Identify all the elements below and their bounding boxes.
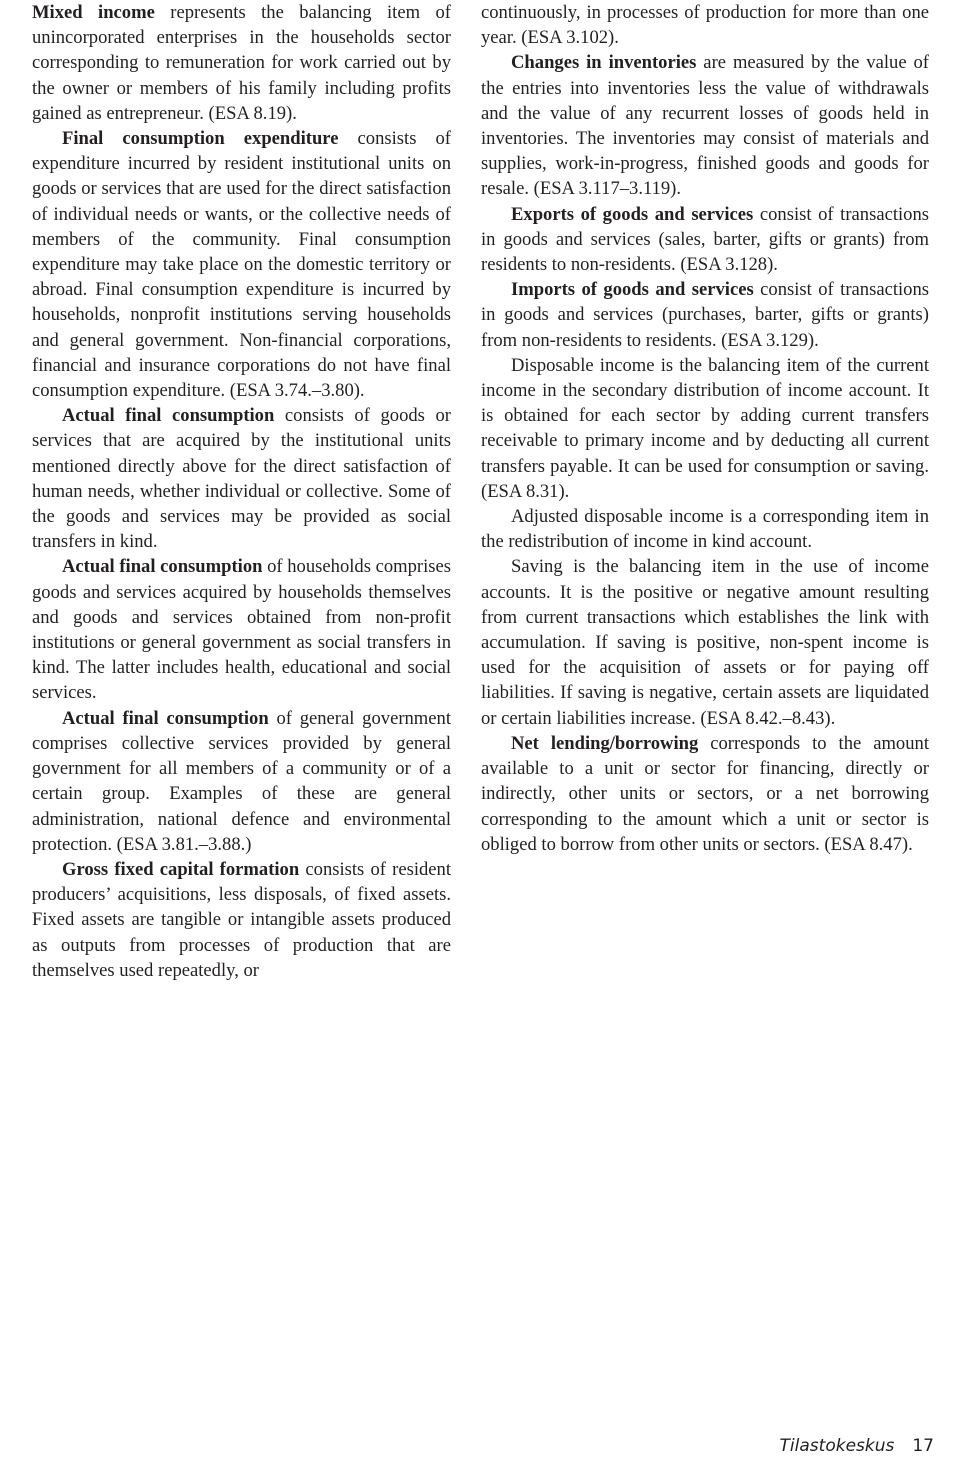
term: Gross fixed capital formation [62,858,300,880]
page-number: 17 [912,1436,934,1456]
term: Net lending/borrowing [511,732,699,754]
paragraph-mixed-income [32,0,451,126]
paragraph-text: are measured by the value of the entries into inventories less the value of withdrawals and the value of any recurrent losses of goods held in inventories. The inventories may consist of materials and supplies, work-in-progress, finished goods and goods for resale. (ESA 3.117–3.119). [481,52,929,200]
paragraph-text: of households comprises goods and services acquired by households themselves and goods and services obtained from non-profit institutions or general government as social transfers in kind. The latter includes health, educational and social services. [32,556,451,704]
paragraph-changes-in-inventories [481,50,929,201]
paragraph-text: consist of transactions in goods and services (sales, barter, gifts or grants) from residents to non-residents. (ESA 3.128). [481,203,929,276]
term: Actual final consumption [62,405,275,427]
left-column [32,0,451,983]
paragraph-text: continuously, in processes of production for more than one year. (ESA 3.102). [481,2,929,49]
term: Actual final consumption [62,556,263,578]
paragraph-adjusted-disposable-income [481,504,929,554]
paragraph-text: consist of transactions in goods and services (purchases, barter, gifts or grants) from non-residents to residents. (ESA 3.129). [481,279,929,351]
term: Imports of goods and services [511,279,754,301]
paragraph-actual-final-consumption-government [32,706,451,857]
publisher-name: Tilastokeskus [779,1436,895,1456]
paragraph-saving [481,554,929,730]
paragraph-text: Adjusted disposable income is a corresponding item in the redistribution of income in kind account. [481,506,929,553]
paragraph-text: of general government comprises collective services provided by general government for all members of a community or of a certain group. Examples of these are general administration, national defence and environmental protection. (ESA 3.81.–3.88.) [32,707,451,855]
term: Mixed income [32,2,155,23]
page-footer [780,1436,934,1456]
paragraph-text: Disposable income is the balancing item of the current income in the secondary distribution of income account. It is obtained for each sector by adding current transfers receivable to primary income and by deducting all current transfers payable. It can be used for consumption or saving. (ESA 8.31). [481,354,929,502]
paragraph-text: consists of expenditure incurred by resident institutional units on goods or services that are used for the direct satisfaction of individual needs or wants, or the collective needs of members of the community. Final consumption expenditure may take place on the domestic territory or abroad. Final consumption expenditure is incurred by households, nonprofit institutions serving households and general government. Non-financial corporations, financial and insurance corporations do not have final consumption expenditure. (ESA 3.74.–3.80). [32,128,451,402]
term: Changes in inventories [511,52,697,74]
paragraph-continuation [481,0,929,50]
paragraph-text: represents the balancing item of unincorporated enterprises in the households sector corresponding to remuneration for work carried out by the owner or members of his family including profits gained as entrepreneur. (ESA 8.19). [32,2,451,124]
paragraph-net-lending-borrowing [481,731,929,857]
paragraph-actual-final-consumption [32,403,451,554]
paragraph-text: Saving is the balancing item in the use of income accounts. It is the positive or negative amount resulting from current transactions which establishes the link with accumulation. If saving is positive, non-spent income is used for the acquisition of assets or for paying off liabilities. If saving is negative, certain assets are liquidated or certain liabilities increase. (ESA 8.42.–8.43). [481,556,929,729]
term: Exports of goods and services [511,203,754,225]
right-column [481,0,929,857]
term: Final consumption expenditure [62,128,339,150]
paragraph-disposable-income [481,353,929,504]
paragraph-gross-fixed-capital-formation [32,857,451,983]
term: Actual final consumption [62,707,269,729]
paragraph-imports [481,277,929,353]
paragraph-actual-final-consumption-households [32,554,451,705]
paragraph-text: consists of resident producers’ acquisitions, less disposals, of fixed assets. Fixed assets are tangible or intangible assets produced as outputs from processes of production that are themselves used repeatedly, or [32,858,451,981]
paragraph-text: corresponds to the amount available to a unit or sector for financing, directly or indirectly, other units or sectors, or a net borrowing corresponding to the amount which a unit or sector is obliged to borrow from other units or sectors. (ESA 8.47). [481,732,929,855]
paragraph-text: consists of goods or services that are acquired by the institutional units mentioned directly above for the direct satisfaction of human needs, whether individual or collective. Some of the goods and services may be provided as social transfers in kind. [32,405,451,553]
paragraph-final-consumption-expenditure [32,126,451,403]
paragraph-exports [481,202,929,278]
